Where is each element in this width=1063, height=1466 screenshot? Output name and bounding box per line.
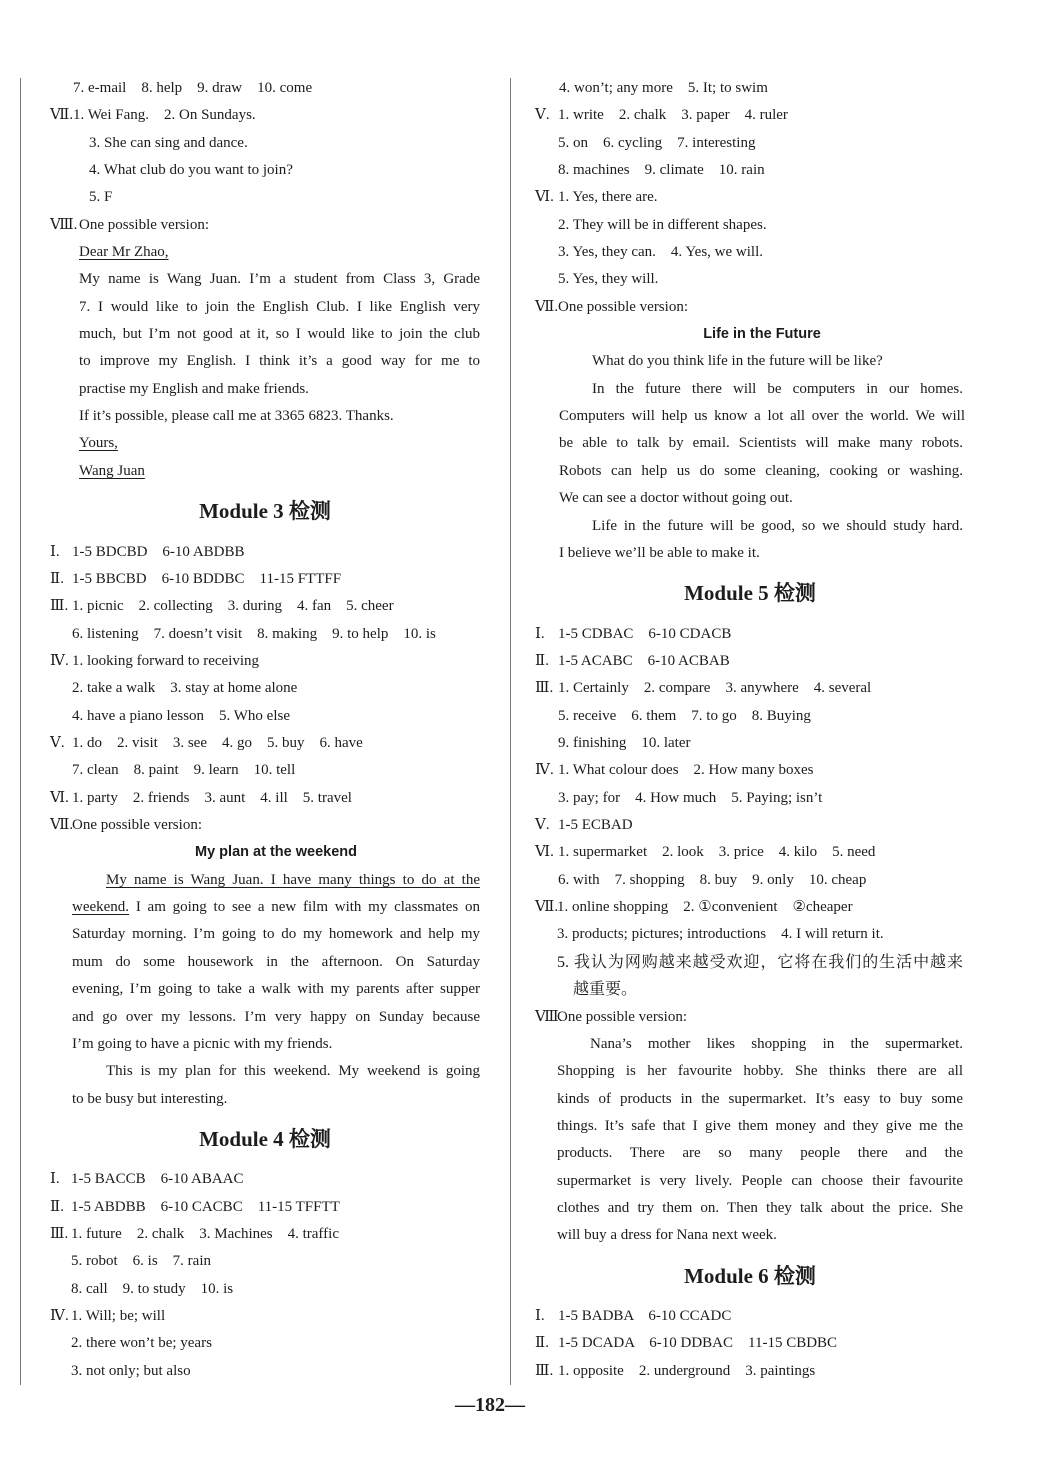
answer-row (535, 894, 965, 921)
answer-text: 1. Yes, there are. (558, 189, 658, 206)
answer-row (535, 921, 965, 948)
answer-row (50, 102, 480, 129)
answer-row (50, 593, 480, 620)
answer-row (50, 1303, 480, 1330)
answer-row (535, 130, 965, 157)
answer-text: 5. F (89, 189, 113, 206)
essay-line: supermarket is very lively. People can choose their favourite (557, 1172, 963, 1189)
section-label: Ⅱ. (50, 571, 64, 587)
section-label: Ⅳ. (50, 1308, 69, 1325)
essay-line: Shopping is her favourite hobby. She thinks there are all (557, 1063, 963, 1080)
essay-line: kinds of products in the supermarket. It’s easy to buy some (557, 1090, 963, 1107)
essay-line: Saturday morning. I’m going to do my homework and help my (72, 926, 480, 943)
signature-text: Wang Juan (79, 462, 145, 479)
answer-row-chinese: 5. 我认为网购越来越受欢迎，它将在我们的生活中越来 (557, 953, 963, 971)
essay-line: What do you think life in the future will be like? (592, 353, 883, 370)
answer-row (50, 1358, 480, 1385)
answer-row (50, 157, 480, 184)
essay-line: evening, I’m going to take a walk with my parents after supper (72, 981, 480, 998)
version-intro: One possible version: (557, 1008, 687, 1025)
section-label: Ⅴ. (535, 817, 550, 834)
answer-text: 1-5 BADBA 6-10 CCADC (558, 1308, 732, 1325)
essay-text: I am going to see a new film with my classmates on (129, 899, 480, 916)
letter-line: much, but I’m not good at it, so I would like to join the club (79, 326, 480, 343)
answer-row (50, 621, 480, 648)
answer-row (535, 294, 965, 321)
answer-row (535, 648, 965, 675)
version-intro: One possible version: (558, 298, 688, 315)
answer-row (535, 239, 965, 266)
essay-line: Computers will help us know a lot all over the world. We will (559, 408, 965, 425)
answer-text: 1-5 BBCBD 6-10 BDDBC 11-15 FTTFF (72, 571, 342, 587)
answer-row (50, 757, 480, 784)
answer-text: 1. party 2. friends 3. aunt 4. ill 5. travel (72, 789, 352, 806)
answer-text: 8. machines 9. climate 10. rain (558, 162, 765, 179)
section-label: Ⅴ. (535, 107, 550, 124)
answer-row (50, 1166, 480, 1193)
answer-text: 3. pay; for 4. How much 5. Paying; isn’t (558, 789, 823, 806)
answer-row (535, 1330, 965, 1357)
answer-row (50, 184, 480, 211)
answer-row (535, 675, 965, 702)
page-edge-line (20, 78, 21, 1385)
right-column (535, 75, 965, 1385)
answer-text: 1. picnic 2. collecting 3. during 4. fan 5. cheer (72, 598, 394, 615)
answer-row (535, 812, 965, 839)
answer-text: 1. looking forward to receiving (72, 653, 260, 670)
module-heading: Module 4 检测 (199, 1126, 331, 1151)
section-label: Ⅲ. (535, 680, 554, 697)
answer-text: 1-5 DCADA 6-10 DDBAC 11-15 CBDBC (558, 1335, 838, 1352)
section-label: Ⅱ. (50, 1198, 64, 1215)
answer-row (50, 1276, 480, 1303)
closing-text: Yours, (79, 435, 118, 452)
answer-text: 3. Yes, they can. 4. Yes, we will. (558, 244, 764, 261)
essay-title: Life in the Future (703, 326, 821, 343)
page-number: —182— (455, 1394, 525, 1416)
answer-text: 6. listening 7. doesn’t visit 8. making 9. to help 10. is (72, 625, 436, 642)
answer-text: 1. do 2. visit 3. see 4. go 5. buy 6. have (72, 735, 363, 752)
answer-row (50, 1248, 480, 1275)
answer-row (50, 212, 480, 239)
answer-text: 1-5 ABDBB 6-10 CACBC 11-15 TFFTT (71, 1198, 340, 1215)
essay-line: Life in the future will be good, so we should study hard. (592, 517, 963, 534)
section-label: Ⅵ. (50, 789, 69, 806)
answer-text: 1-5 BACCB 6-10 ABAAC (71, 1171, 244, 1188)
essay-line (50, 894, 480, 921)
essay-line: products. There are so many people there and the (557, 1145, 963, 1162)
section-label: Ⅰ. (535, 625, 545, 642)
answer-text: 3. not only; but also (71, 1362, 191, 1379)
answer-row (50, 785, 480, 812)
letter-line: to improve my English. I think it’s a good way for me to (79, 353, 480, 370)
essay-line: to be busy but interesting. (72, 1090, 228, 1107)
section-label: Ⅱ. (535, 653, 549, 670)
answer-row (50, 1194, 480, 1221)
answer-row (50, 539, 480, 566)
answer-text: 1-5 BDCBD 6-10 ABDBB (72, 543, 245, 560)
essay-line: Robots can help us do some cleaning, cooking or washing. (559, 462, 963, 479)
answer-text: 1. Will; be; will (71, 1308, 166, 1325)
essay-title: My plan at the weekend (195, 844, 357, 861)
answer-row-chinese: 越重要。 (573, 981, 638, 999)
answer-text: 1-5 ECBAD (558, 817, 633, 834)
answer-row (535, 757, 965, 784)
answer-text: 2. They will be in different shapes. (558, 216, 767, 233)
letter-line: My name is Wang Juan. I’m a student from Class 3, Grade (79, 271, 480, 288)
answer-text: 1-5 CDBAC 6-10 CDACB (558, 625, 732, 642)
letter-signature (50, 458, 480, 485)
section-label: Ⅵ. (535, 844, 554, 861)
letter-closing (50, 430, 480, 457)
salutation-text: Dear Mr Zhao, (79, 244, 169, 261)
answer-text: 4. have a piano lesson 5. Who else (72, 707, 291, 724)
module-heading: Module 5 检测 (684, 581, 816, 606)
section-label: Ⅱ. (535, 1335, 549, 1352)
answer-row (535, 703, 965, 730)
answer-text: 1. supermarket 2. look 3. price 4. kilo 5. need (558, 844, 876, 861)
section-label: Ⅲ. (50, 1226, 69, 1243)
section-label: Ⅷ. (535, 1008, 563, 1025)
answer-row (535, 212, 965, 239)
essay-line: In the future there will be computers in our homes. (592, 380, 963, 397)
section-label: Ⅷ. (50, 216, 78, 233)
answer-text: 1. Wei Fang. 2. On Sundays. (73, 107, 256, 124)
essay-line: We can see a doctor without going out. (559, 490, 793, 507)
essay-line: This is my plan for this weekend. My weekend is going (106, 1063, 480, 1080)
letter-line: If it’s possible, please call me at 3365 6823. Thanks. (79, 408, 394, 425)
answer-row (50, 1221, 480, 1248)
answer-row (50, 130, 480, 157)
version-intro: One possible version: (79, 216, 209, 233)
answer-text: 4. What club do you want to join? (89, 162, 293, 179)
essay-line: mum do some housework in the afternoon. On Saturday (72, 953, 480, 970)
essay-line: I’m going to have a picnic with my friends. (72, 1035, 333, 1052)
letter-line: practise my English and make friends. (79, 380, 309, 397)
answer-row (50, 730, 480, 757)
answer-text: 8. call 9. to study 10. is (71, 1280, 234, 1297)
section-label: Ⅲ. (50, 598, 69, 615)
answer-text: 1. What colour does 2. How many boxes (558, 762, 814, 779)
answer-text: 1. write 2. chalk 3. paper 4. ruler (558, 107, 788, 124)
essay-underlined-word: weekend. (72, 899, 130, 916)
essay-line: I believe we’ll be able to make it. (559, 544, 760, 561)
answer-row (535, 157, 965, 184)
section-label: Ⅵ. (535, 189, 554, 206)
answer-text: 4. won’t; any more 5. It; to swim (559, 80, 768, 96)
answer-text: 5. receive 6. them 7. to go 8. Buying (558, 707, 811, 724)
module-heading: Module 6 检测 (684, 1263, 816, 1288)
section-label: Ⅴ. (50, 735, 65, 752)
answer-row (535, 75, 965, 102)
answer-row (50, 648, 480, 675)
answer-text: 5. on 6. cycling 7. interesting (558, 134, 756, 151)
answer-row (50, 812, 480, 839)
answer-row (50, 703, 480, 730)
section-label: Ⅶ. (50, 107, 74, 124)
answer-text: 9. finishing 10. later (558, 735, 691, 752)
essay-line: Nana’s mother likes shopping in the supermarket. (590, 1035, 963, 1052)
section-label: Ⅳ. (50, 653, 69, 670)
answer-row (535, 867, 965, 894)
module-heading: Module 3 检测 (199, 499, 331, 524)
answer-text: 5. Yes, they will. (558, 271, 659, 288)
section-label: Ⅶ. (535, 899, 559, 916)
answer-text: 1. future 2. chalk 3. Machines 4. traffic (71, 1226, 339, 1243)
section-label: Ⅶ. (535, 298, 559, 315)
answer-row (535, 1004, 965, 1031)
answer-row (535, 1303, 965, 1330)
answer-row (535, 184, 965, 211)
section-label: Ⅳ. (535, 762, 554, 779)
answer-text: 2. there won’t be; years (71, 1335, 212, 1352)
answer-row (535, 839, 965, 866)
answer-row (535, 730, 965, 757)
answer-row (50, 566, 480, 593)
column-divider (510, 78, 511, 1385)
left-column (50, 75, 480, 1385)
section-label: Ⅶ. (50, 817, 74, 834)
answer-row (535, 266, 965, 293)
letter-line: 7. I would like to join the English Club. I like English very (79, 298, 480, 315)
answer-row (50, 75, 480, 102)
answer-text: 7. e-mail 8. help 9. draw 10. come (73, 80, 313, 96)
answer-text: 7. clean 8. paint 9. learn 10. tell (72, 762, 296, 779)
essay-line: things. It’s safe that I give them money and they give me the (557, 1117, 963, 1134)
section-label: Ⅲ. (535, 1362, 554, 1379)
answer-text: 1. Certainly 2. compare 3. anywhere 4. several (558, 680, 872, 697)
section-label: Ⅰ. (50, 1171, 60, 1188)
essay-line: will buy a dress for Nana next week. (557, 1227, 777, 1244)
answer-text: 6. with 7. shopping 8. buy 9. only 10. cheap (558, 871, 867, 888)
answer-text: 1. opposite 2. underground 3. paintings (558, 1362, 816, 1379)
essay-line: My name is Wang Juan. I have many things to do at the (106, 871, 480, 888)
answer-row (50, 675, 480, 702)
essay-line: be able to talk by email. Scientists will make many robots. (559, 435, 963, 452)
answer-row (50, 1330, 480, 1357)
section-label: Ⅰ. (50, 543, 60, 560)
answer-text: 5. robot 6. is 7. rain (71, 1253, 211, 1270)
essay-line: and go over my lessons. I’m very happy on Sunday because (72, 1008, 480, 1025)
answer-text: 3. She can sing and dance. (89, 134, 248, 151)
version-intro: One possible version: (72, 817, 202, 834)
answer-row (535, 621, 965, 648)
answer-row (535, 102, 965, 129)
section-label: Ⅰ. (535, 1308, 545, 1325)
answer-text: 1-5 ACABC 6-10 ACBAB (558, 653, 730, 670)
answer-text: 2. take a walk 3. stay at home alone (72, 680, 298, 697)
answer-row (535, 785, 965, 812)
answer-text: 1. online shopping 2. ①convenient ②cheaper (557, 899, 853, 916)
essay-line: clothes and try them on. Then they talk about the price. She (557, 1199, 963, 1216)
answer-row (535, 1358, 965, 1385)
answer-text: 3. products; pictures; introductions 4. I will return it. (557, 926, 884, 943)
letter-salutation (50, 239, 480, 266)
